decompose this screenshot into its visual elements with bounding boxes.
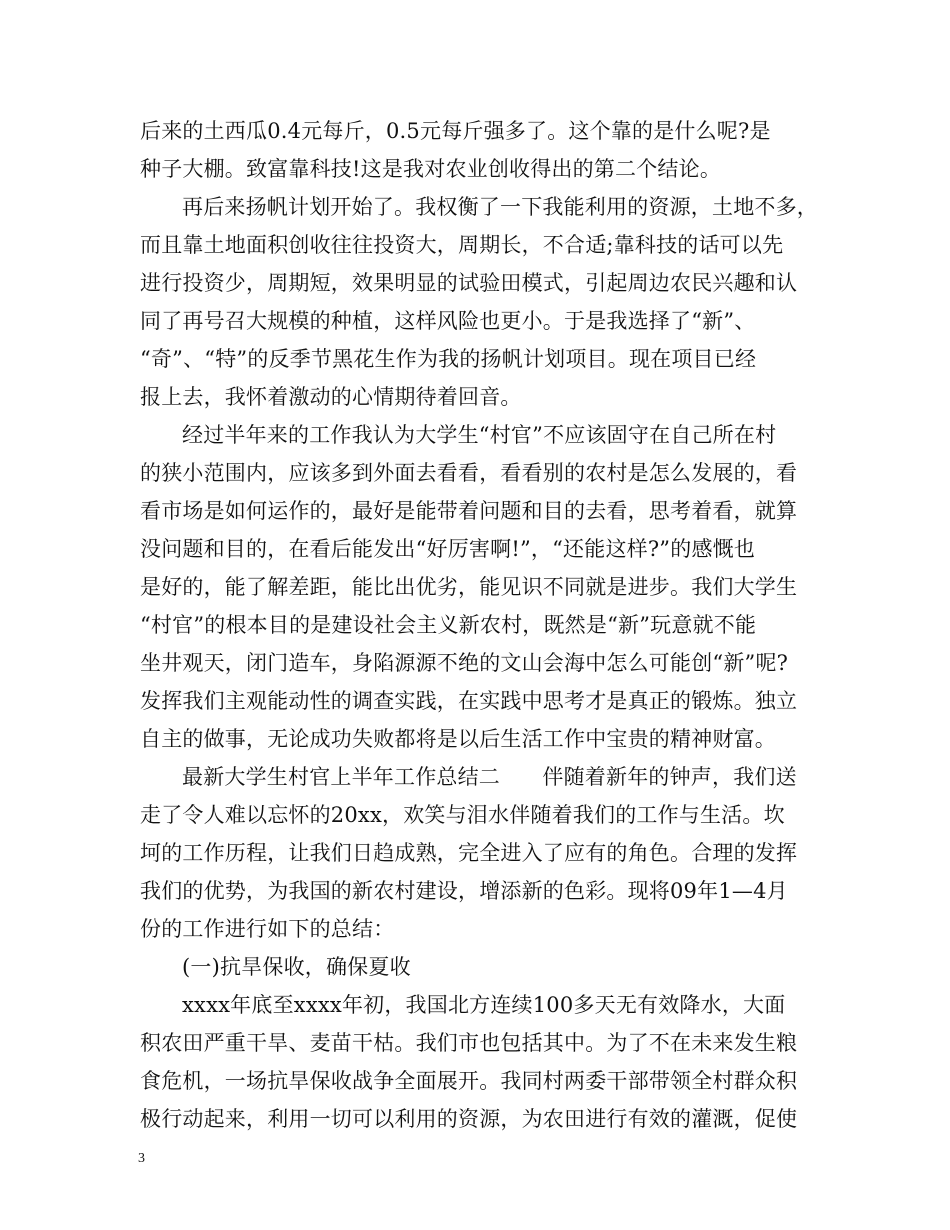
- text-line: 食危机，一场抗旱保收战争全面展开。我同村两委干部带领全村群众积: [140, 1069, 798, 1093]
- text-line: 坐井观天，闭门造车，身陷源源不绝的文山会海中怎么可能创“新”呢?: [140, 651, 789, 675]
- text-line: 自主的做事，无论成功失败都将是以后生活工作中宝贵的精神财富。: [140, 727, 776, 751]
- section-heading: (一)抗旱保收，确保夏收: [182, 955, 411, 979]
- text-line: 进行投资少，周期短，效果明显的试验田模式，引起周边农民兴趣和认: [140, 271, 798, 295]
- text-line: 的狭小范围内，应该多到外面去看看，看看别的农村是怎么发展的，看: [140, 461, 798, 485]
- text-line: 后来的土西瓜0.4元每斤，0.5元每斤强多了。这个靠的是什么呢?是: [140, 119, 771, 143]
- text-line: “村官”的根本目的是建设社会主义新农村，既然是“新”玩意就不能: [140, 613, 757, 637]
- text-line: 报上去，我怀着激动的心情期待着回音。: [140, 385, 522, 409]
- text-line: 最新大学生村官上半年工作总结二 伴随着新年的钟声，我们送: [182, 765, 797, 789]
- text-line: 发挥我们主观能动性的调查实践，在实践中思考才是真正的锻炼。独立: [140, 689, 798, 713]
- text-line: 我们的优势，为我国的新农村建设，增添新的色彩。现将09年1—4月: [140, 879, 788, 903]
- text-line: 极行动起来，利用一切可以利用的资源，为农田进行有效的灌溉，促使: [140, 1107, 798, 1131]
- text-line: xxxx年底至xxxx年初，我国北方连续100多天无有效降水，大面: [182, 993, 786, 1017]
- text-line: 同了再号召大规模的种植，这样风险也更小。于是我选择了“新”、: [140, 309, 756, 333]
- text-line: 经过半年来的工作我认为大学生“村官”不应该固守在自己所在村: [182, 423, 777, 447]
- text-line: 坷的工作历程，让我们日趋成熟，完全进入了应有的角色。合理的发挥: [140, 841, 798, 865]
- text-line: 积农田严重干旱、麦苗干枯。我们市也包括其中。为了不在未来发生粮: [140, 1031, 798, 1055]
- text-line: 而且靠土地面积创收往往投资大，周期长，不合适;靠科技的话可以先: [140, 233, 784, 257]
- text-line: 看市场是如何运作的，最好是能带着问题和目的去看，思考着看，就算: [140, 499, 798, 523]
- text-line: 种子大棚。致富靠科技!这是我对农业创收得出的第二个结论。: [140, 157, 722, 181]
- text-line: 没问题和目的，在看后能发出“好厉害啊!”，“还能这样?”的感慨也: [140, 537, 756, 561]
- text-line: 再后来扬帆计划开始了。我权衡了一下我能利用的资源，土地不多，: [182, 195, 818, 219]
- page-number: 3: [138, 1151, 145, 1166]
- text-line: “奇”、“特”的反季节黑花生作为我的扬帆计划项目。现在项目已经: [140, 347, 757, 371]
- text-line: 份的工作进行如下的总结：: [140, 917, 395, 941]
- body-text: [140, 112, 820, 1138]
- text-line: 是好的，能了解差距，能比出优劣，能见识不同就是进步。我们大学生: [140, 575, 798, 599]
- text-line: 走了令人难以忘怀的20xx，欢笑与泪水伴随着我们的工作与生活。坎: [140, 803, 785, 827]
